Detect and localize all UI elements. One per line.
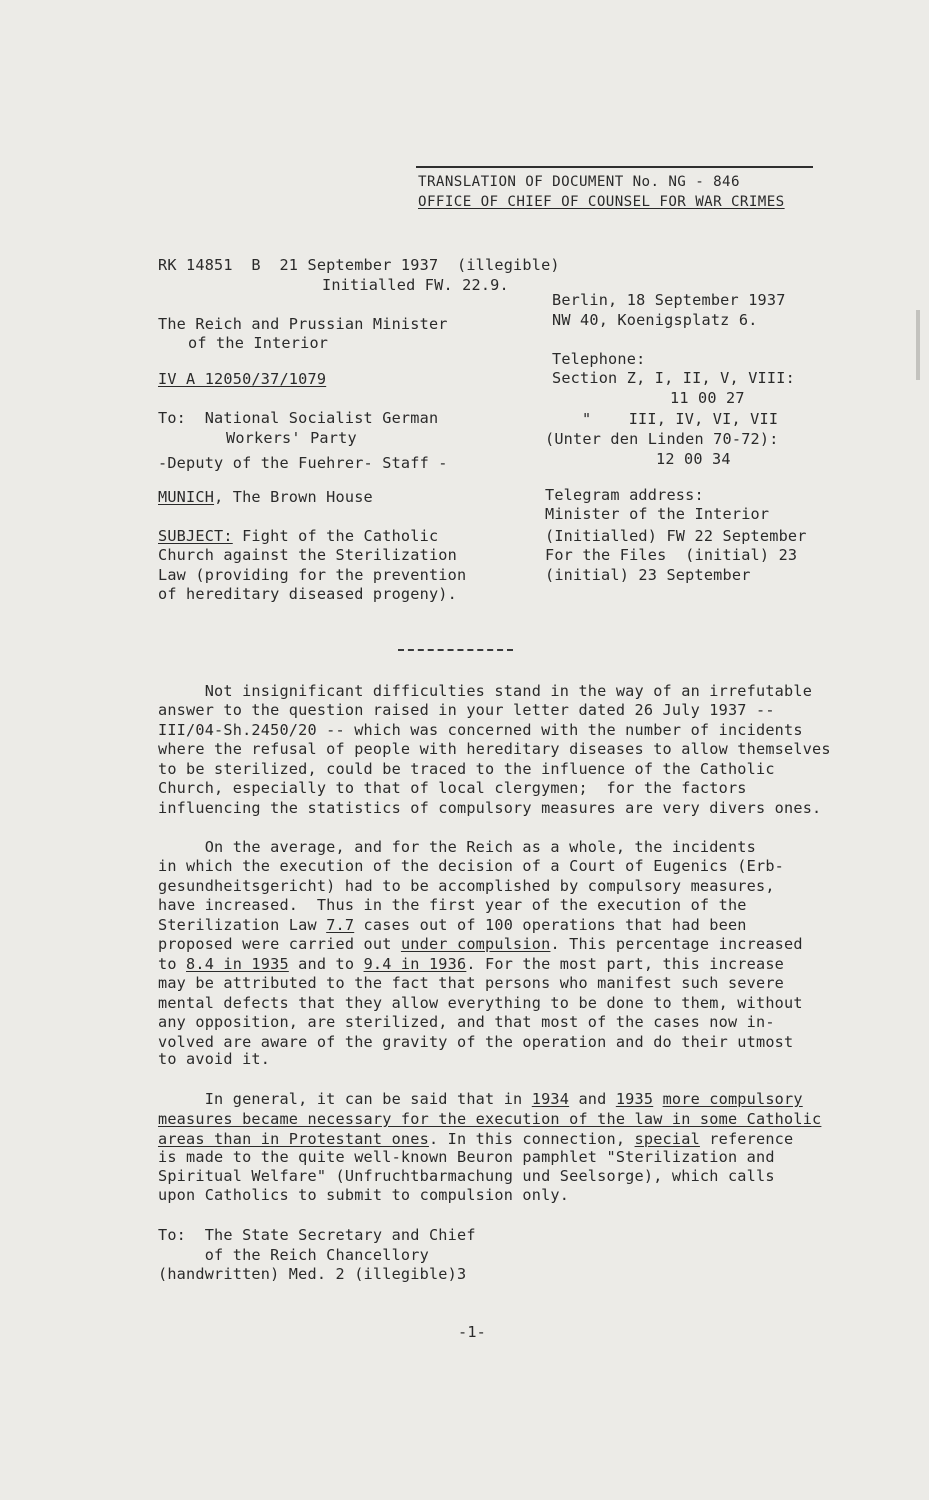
paragraph-1-line-2: answer to the question raised in your letter dated 26 July 1937 -- (158, 701, 775, 719)
telephone-section-1: Section Z, I, II, V, VIII: (552, 369, 795, 387)
p2-l6-a: proposed were carried out (158, 935, 401, 953)
file-number: IV A 12050/37/1079 (158, 370, 327, 388)
p3-l1-underlined-1: 1934 (531, 1090, 570, 1108)
reference-line-1: RK 14851 B 21 September 1937 (illegible) (158, 256, 560, 274)
recipient-place: , The Brown House (214, 488, 373, 506)
paragraph-1-line-4: where the refusal of people with hereditary diseases to allow themselves (158, 740, 831, 758)
for-files-line: For the Files (initial) 23 (545, 546, 798, 564)
telephone-section-2-address: (Unter den Linden 70-72): (545, 430, 779, 448)
paragraph-3-line-5: Spiritual Welfare" (Unfruchtbarmachung und Seelsorge), which calls (158, 1167, 775, 1185)
paragraph-2-line-8: may be attributed to the fact that persons who manifest such severe (158, 974, 785, 992)
paragraph-2-line-11: volved are aware of the gravity of the operation and do their utmost (158, 1033, 794, 1051)
paragraph-2-line-7 (158, 955, 784, 975)
recipient-line-1: To: National Socialist German (158, 409, 439, 427)
paragraph-2-line-3: gesundheitsgericht) had to be accomplished by compulsory measures, (158, 877, 775, 895)
recipient-city-line (158, 488, 373, 508)
sender-line-2: of the Interior (188, 334, 329, 352)
address: NW 40, Koenigsplatz 6. (552, 311, 758, 329)
paragraph-2-line-12: to avoid it. (158, 1050, 271, 1068)
telephone-section-2: " III, IV, VI, VII (582, 410, 779, 428)
edge-mark (916, 310, 920, 380)
paragraph-1-line-7: influencing the statistics of compulsory measures are very divers ones. (158, 799, 822, 817)
p3-l3-underlined-2: special (634, 1130, 700, 1148)
closing-line-3: (handwritten) Med. 2 (illegible)3 (158, 1265, 467, 1283)
paragraph-3-line-6: upon Catholics to submit to compulsion only. (158, 1186, 570, 1204)
paragraph-3-line-4: is made to the quite well-known Beuron pamphlet "Sterilization and (158, 1148, 775, 1166)
subject-line-4: of hereditary diseased progeny). (158, 585, 457, 603)
telephone-number-2: 12 00 34 (656, 450, 731, 468)
p3-l3-c: reference (699, 1130, 794, 1148)
paragraph-2-line-2: in which the execution of the decision of a Court of Eugenics (Erb- (158, 857, 785, 875)
paragraph-2-line-1: On the average, and for the Reich as a whole, the incidents (158, 838, 756, 856)
p2-l7-c: . For the most part, this increase (466, 955, 785, 973)
paragraph-2-line-9: mental defects that they allow everything to be done to them, without (158, 994, 803, 1012)
initial-date-line: (initial) 23 September (545, 566, 751, 584)
p2-l7-underlined-2: 9.4 in 1936 (363, 955, 467, 973)
place-date: Berlin, 18 September 1937 (552, 291, 786, 309)
p3-l1-underlined-3: more compulsory (662, 1090, 803, 1108)
sender-line-1: The Reich and Prussian Minister (158, 315, 448, 333)
initialled-line: (Initialled) FW 22 September (545, 527, 807, 545)
p2-l5-b: cases out of 100 operations that had been (354, 916, 747, 934)
paragraph-2-line-4: have increased. Thus in the first year of the execution of the (158, 896, 747, 914)
p3-l3-b: . In this connection, (428, 1130, 635, 1148)
recipient-city: MUNICH (158, 488, 215, 506)
paragraph-1-line-6: Church, especially to that of local clergymen; for the factors (158, 779, 747, 797)
p2-l7-b: and to (288, 955, 364, 973)
p3-l3-underlined: areas than in Protestant ones (158, 1130, 429, 1148)
paragraph-3-line-3 (158, 1130, 793, 1150)
closing-line-1: To: The State Secretary and Chief (158, 1226, 476, 1244)
p2-l5-a: Sterilization Law (158, 916, 327, 934)
translation-line: TRANSLATION OF DOCUMENT No. NG - 846 (418, 174, 740, 190)
header-rule (416, 166, 813, 168)
paragraph-1-line-5: to be sterilized, could be traced to the influence of the Catholic (158, 760, 775, 778)
closing-line-2: of the Reich Chancellory (158, 1246, 429, 1264)
p2-l7-underlined-1: 8.4 in 1935 (186, 955, 289, 973)
paragraph-2-line-5 (158, 916, 747, 936)
p2-l6-underlined: under compulsion (400, 935, 551, 953)
subject-label: SUBJECT: (158, 527, 233, 545)
p2-l5-underlined: 7.7 (326, 916, 355, 934)
recipient-line-2: Workers' Party (226, 429, 357, 447)
paragraph-3-line-1 (158, 1090, 803, 1110)
section-divider (398, 649, 513, 651)
reference-line-2: Initialled FW. 22.9. (322, 276, 509, 294)
p2-l6-b: . This percentage increased (550, 935, 803, 953)
subject-line-3: Law (providing for the prevention (158, 566, 467, 584)
subject-line-2: Church against the Sterilization (158, 546, 457, 564)
p3-l1-c (653, 1090, 662, 1108)
paragraph-1-line-3: III/04-Sh.2450/20 -- which was concerned with the number of incidents (158, 721, 803, 739)
p3-l1-b: and (569, 1090, 616, 1108)
page-number: -1- (458, 1323, 487, 1341)
p2-l7-a: to (158, 955, 187, 973)
office-line: OFFICE OF CHIEF OF COUNSEL FOR WAR CRIMES (418, 194, 785, 210)
paragraph-3-line-2: measures became necessary for the execution of the law in some Catholic (158, 1110, 822, 1128)
telephone-label: Telephone: (552, 350, 646, 368)
p3-l1-a: In general, it can be said that in (158, 1090, 532, 1108)
telegram-value: Minister of the Interior (545, 505, 770, 523)
recipient-line-3: -Deputy of the Fuehrer- Staff - (158, 454, 448, 472)
telephone-number-1: 11 00 27 (670, 389, 745, 407)
subject-text-1: Fight of the Catholic (232, 527, 439, 545)
paragraph-2-line-6 (158, 935, 803, 955)
telegram-label: Telegram address: (545, 486, 704, 504)
paragraph-1-line-1: Not insignificant difficulties stand in the way of an irrefutable (158, 682, 813, 700)
subject-line-1 (158, 527, 438, 547)
paragraph-2-line-10: any opposition, are sterilized, and that most of the cases now in- (158, 1013, 775, 1031)
p3-l1-underlined-2: 1935 (615, 1090, 654, 1108)
